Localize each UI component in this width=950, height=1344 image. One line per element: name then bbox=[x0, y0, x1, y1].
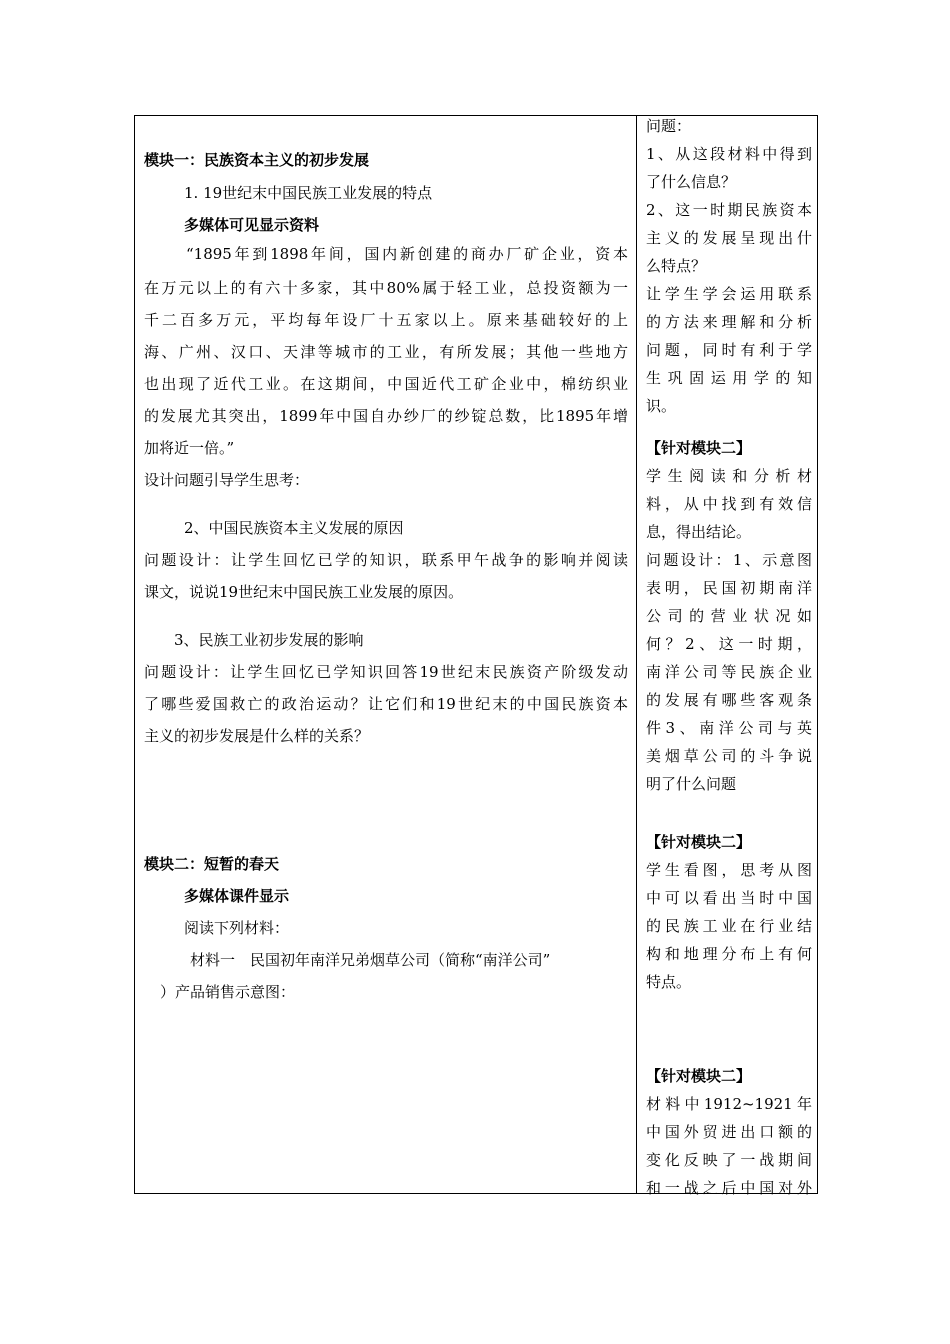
note-line: 让学生学会运用联系 bbox=[646, 285, 812, 303]
note-line: 生巩固运用学的知 bbox=[646, 369, 812, 387]
design-question-prompt: 设计问题引导学生思考： bbox=[144, 471, 310, 489]
note-line: 何？2、这一时期， bbox=[646, 635, 812, 653]
note-line: 的民族工业在行业结 bbox=[646, 917, 812, 935]
material-line: 材料一 民国初年南洋兄弟烟草公司（简称“南洋公司” bbox=[190, 951, 551, 969]
module2-heading: 【针对模块二】 bbox=[646, 833, 752, 851]
note-line: 中国外贸进出口额的 bbox=[646, 1123, 812, 1141]
sec3-title: 3、民族工业初步发展的影响 bbox=[174, 631, 364, 649]
note-line: 美烟草公司的斗争说 bbox=[646, 747, 812, 765]
note-line: 么特点？ bbox=[646, 257, 707, 275]
note-line: 特点。 bbox=[646, 973, 692, 991]
note-line: 学生阅读和分析材 bbox=[646, 467, 812, 485]
note-line: 2、这一时期民族资本 bbox=[646, 201, 812, 219]
note-line: 中可以看出当时中国 bbox=[646, 889, 812, 907]
note-line: 了什么信息？ bbox=[646, 173, 737, 191]
sec1-title: 1. 19世纪末中国民族工业发展的特点 bbox=[184, 184, 433, 202]
note-line: 问题，同时有利于学 bbox=[646, 341, 812, 359]
note-line: 明了什么问题 bbox=[646, 775, 737, 793]
quote-line: 在万元以上的有六十多家，其中80%属于轻工业，总投资额为一 bbox=[144, 279, 628, 297]
quote-line: 也出现了近代工业。在这期间，中国近代工矿企业中，棉纺织业 bbox=[144, 375, 628, 393]
note-line: 的发展有哪些客观条 bbox=[646, 691, 812, 709]
note-line: 问题设计：1、示意图 bbox=[646, 551, 812, 569]
module2-heading: 【针对模块二】 bbox=[646, 1067, 752, 1085]
module2-title: 模块二：短暂的春天 bbox=[144, 855, 280, 873]
sec3-line: 主义的初步发展是什么样的关系？ bbox=[144, 727, 370, 745]
note-line: 构和地理分布上有何 bbox=[646, 945, 812, 963]
note-line: 1、从这段材料中得到 bbox=[646, 145, 812, 163]
material-line: ）产品销售示意图： bbox=[160, 983, 296, 1001]
module2-heading: 【针对模块二】 bbox=[646, 439, 752, 457]
quote-line: 的发展尤其突出，1899年中国自办纱厂的纱锭总数，比1895年增 bbox=[144, 407, 628, 425]
note-line: 主义的发展呈现出什 bbox=[646, 229, 812, 247]
sec3-line: 了哪些爱国救亡的政治运动？让它们和19世纪末的中国民族资本 bbox=[144, 695, 628, 713]
note-line: 变化反映了一战期间 bbox=[646, 1151, 812, 1169]
quote-line: 海、广州、汉口、天津等城市的工业，有所发展；其他一些地方 bbox=[144, 343, 628, 361]
quote-line: “1895年到1898年间，国内新创建的商办厂矿企业，资本 bbox=[186, 245, 628, 263]
note-line: 的方法来理解和分析 bbox=[646, 313, 812, 331]
sec3-line: 问题设计：让学生回忆已学知识回答19世纪末民族资产阶级发动 bbox=[144, 663, 628, 681]
lesson-plan-table bbox=[134, 115, 818, 1197]
quote-line: 千二百多万元，平均每年设厂十五家以上。原来基础较好的上 bbox=[144, 311, 628, 329]
note-line: 件3、南洋公司与英 bbox=[646, 719, 812, 737]
sec2-title: 2、中国民族资本主义发展的原因 bbox=[184, 519, 404, 537]
sec1-media-note: 多媒体可见显示资料 bbox=[184, 216, 320, 234]
quote-line: 加将近一倍。” bbox=[144, 439, 235, 457]
module2-media-note: 多媒体课件显示 bbox=[184, 887, 290, 905]
note-line: 和一战之后中国对外 bbox=[646, 1179, 812, 1197]
note-line: 公司的营业状况如 bbox=[646, 607, 812, 625]
note-line: 息，得出结论。 bbox=[646, 523, 752, 541]
note-line: 材料中1912~1921年 bbox=[646, 1095, 812, 1113]
read-material-prompt: 阅读下列材料： bbox=[184, 919, 290, 937]
note-line: 学生看图，思考从图 bbox=[646, 861, 812, 879]
note-line: 问题： bbox=[646, 117, 692, 135]
note-line: 表明，民国初期南洋 bbox=[646, 579, 812, 597]
note-line: 料，从中找到有效信 bbox=[646, 495, 812, 513]
note-line: 识。 bbox=[646, 397, 677, 415]
module1-title: 模块一：民族资本主义的初步发展 bbox=[144, 151, 370, 169]
sec2-line: 问题设计：让学生回忆已学的知识，联系甲午战争的影响并阅读 bbox=[144, 551, 628, 569]
sec2-line: 课文，说说19世纪末中国民族工业发展的原因。 bbox=[144, 583, 464, 601]
column-divider bbox=[636, 116, 637, 1193]
note-line: 南洋公司等民族企业 bbox=[646, 663, 812, 681]
